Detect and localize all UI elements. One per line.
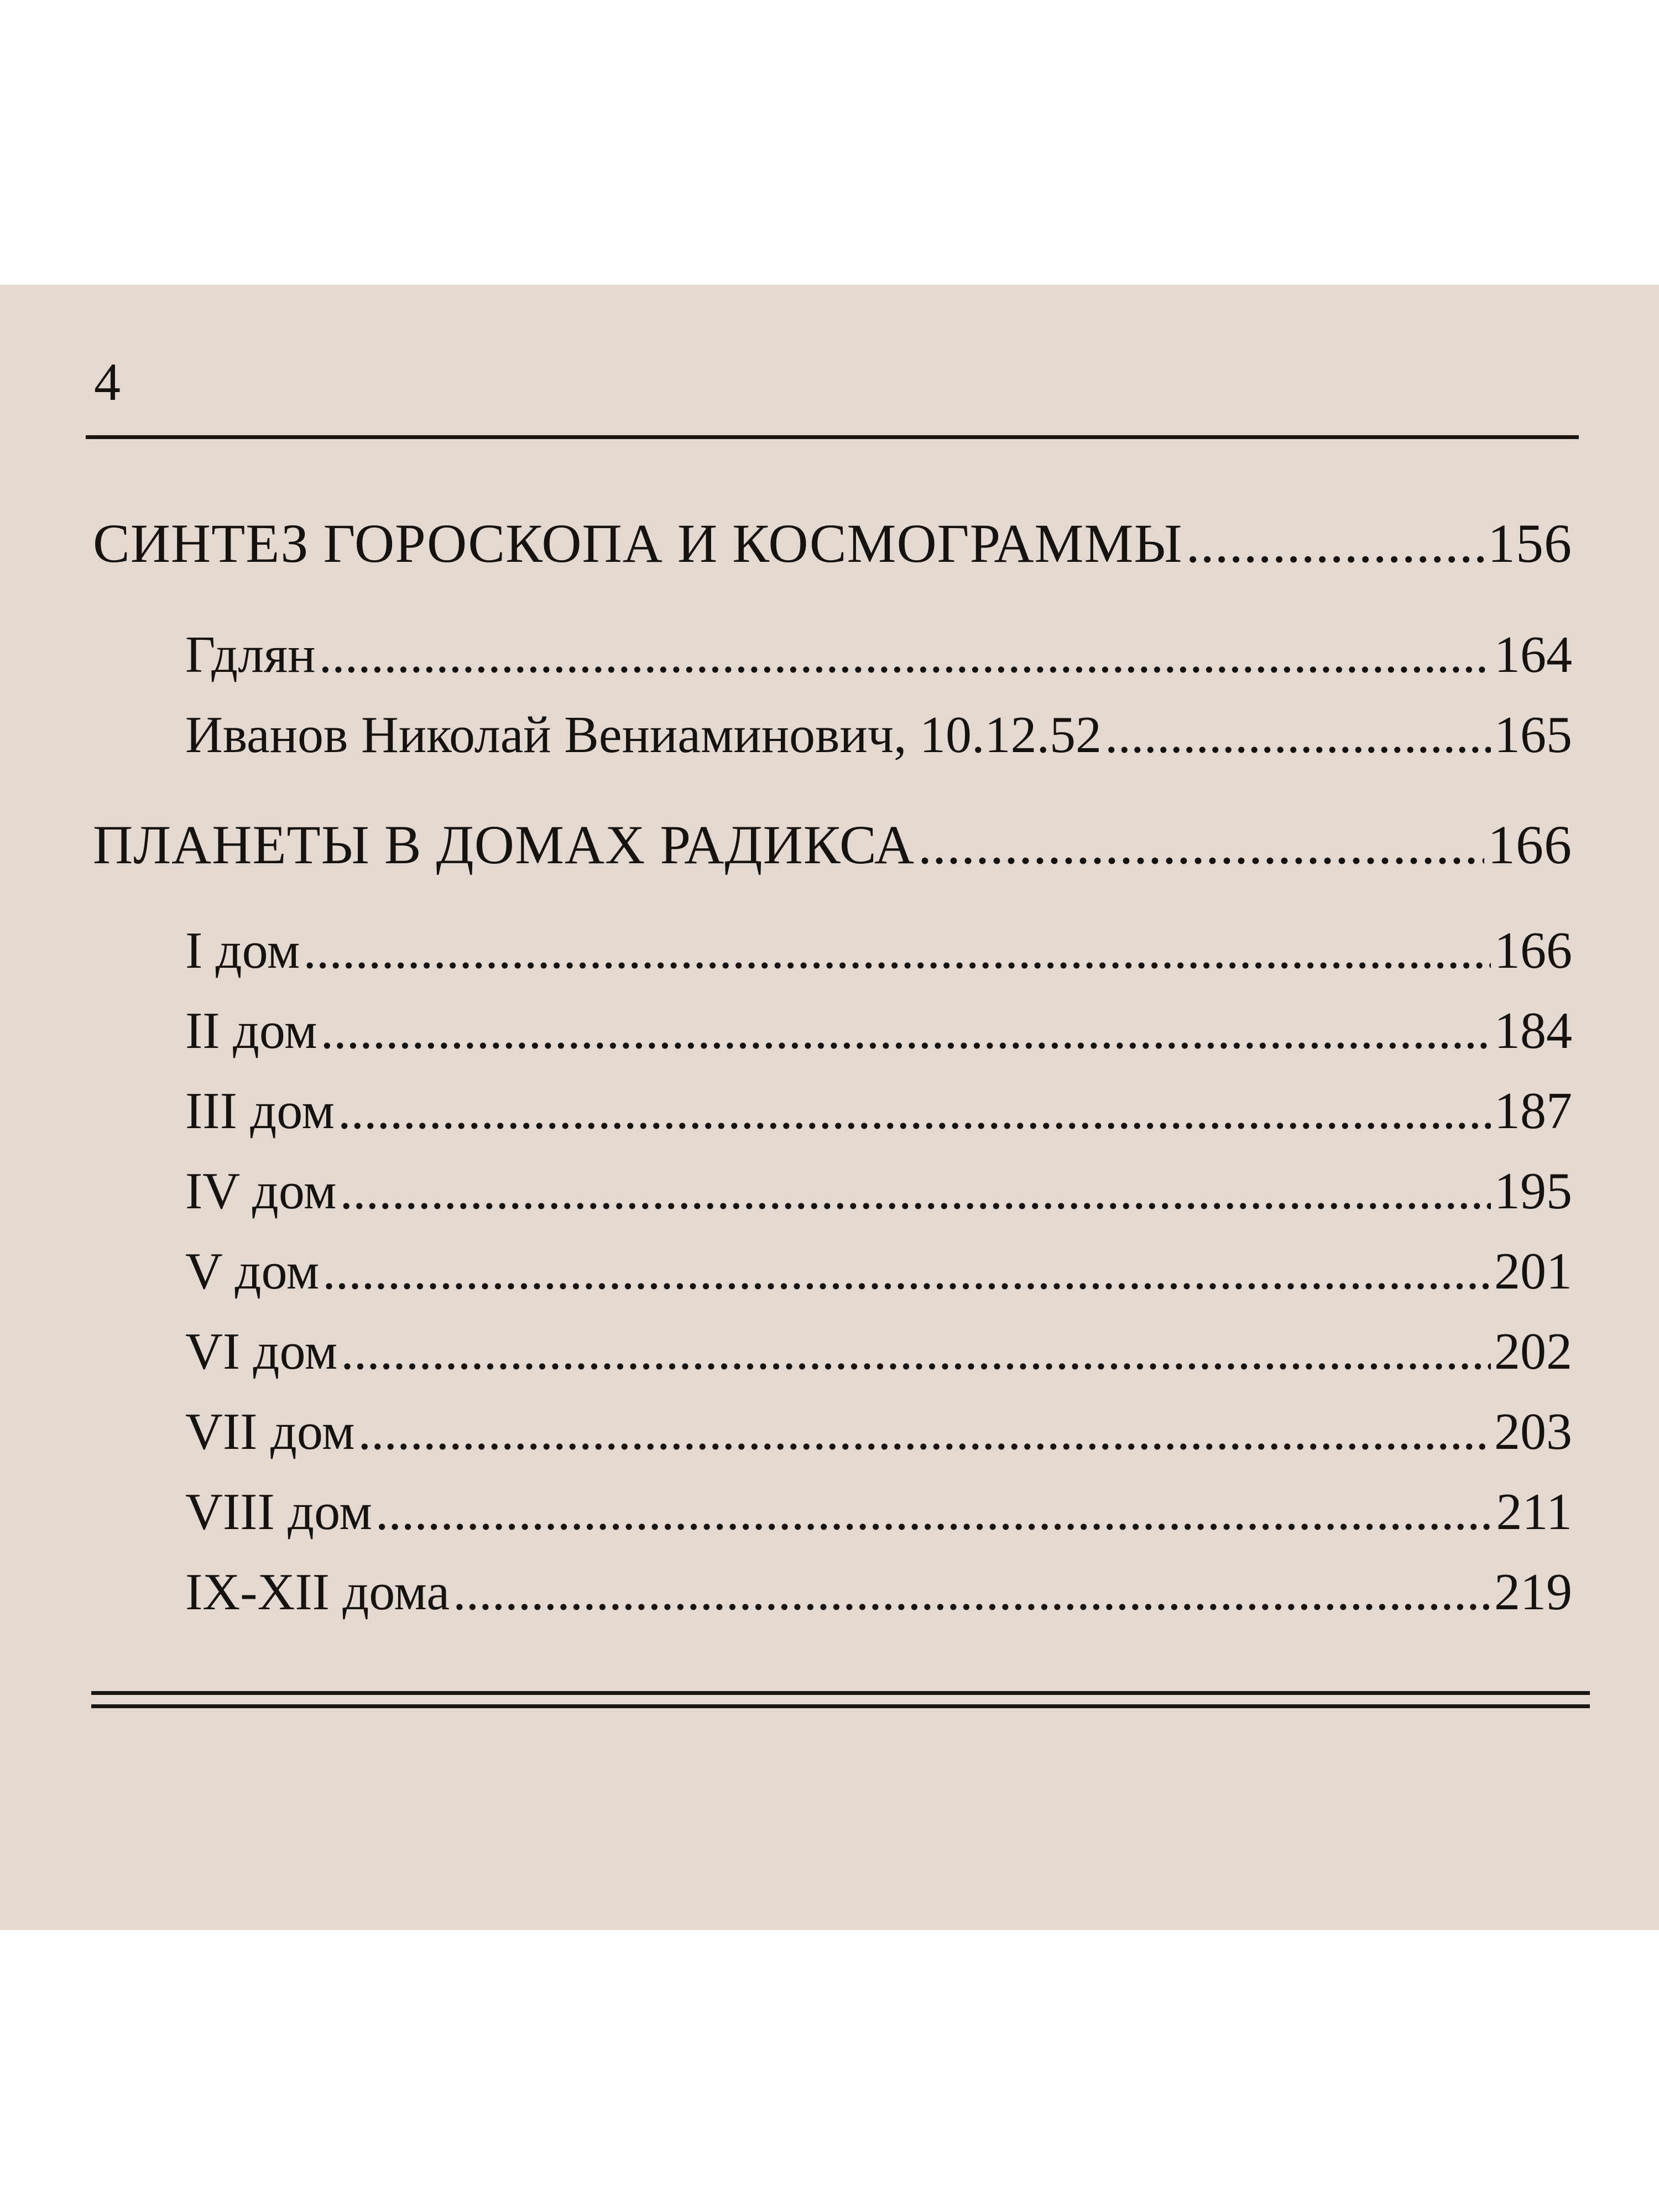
toc-entry-title: III дом [185,1082,335,1140]
toc-entry-title: V дом [185,1243,320,1300]
toc-leader-dots [341,1322,1491,1381]
toc-entry [185,1081,1572,1141]
toc-entry [185,1241,1572,1301]
book-page [0,285,1659,1930]
page-number: 4 [94,352,121,411]
toc-entry-title: II дом [185,1002,317,1060]
toc-leader-dots [319,625,1491,685]
toc-page-number: 211 [1496,1483,1572,1541]
toc-leader-dots [322,1241,1491,1301]
toc-page-number: 203 [1494,1403,1572,1460]
footer-rule [91,1704,1590,1708]
toc-entry [185,1402,1572,1462]
toc-entry-title: VI дом [185,1323,338,1380]
toc-leader-dots [321,1001,1491,1061]
toc-section-title: СИНТЕЗ ГОРОСКОПА И КОСМОГРАММЫ [93,513,1183,574]
toc-entry [185,625,1572,685]
toc-leader-dots [340,1161,1491,1221]
toc-entry-title: VIII дом [185,1483,372,1541]
toc-entry [185,1322,1572,1381]
toc-entry-title: Иванов Николай Вениаминович, 10.12.52 [185,706,1102,764]
toc-page-number: 165 [1494,706,1572,764]
toc-leader-dots [1105,705,1491,765]
toc-page-number: 156 [1488,513,1572,574]
toc-section-title: ПЛАНЕТЫ В ДОМАХ РАДИКСА [93,814,915,875]
toc-page-number: 201 [1494,1243,1572,1300]
toc-page-number: 195 [1494,1162,1572,1220]
toc-page-number: 166 [1488,814,1572,875]
toc-entry-title: IV дом [185,1162,337,1220]
toc-entry [185,1001,1572,1061]
toc-entry [185,1562,1572,1622]
toc-page-number: 187 [1494,1082,1572,1140]
toc-entry [185,705,1572,765]
toc-page-number: 164 [1494,626,1572,684]
toc-leader-dots [375,1482,1493,1542]
header-rule [86,435,1579,439]
toc-leader-dots [358,1402,1491,1462]
toc-section-2 [93,813,1572,877]
toc-entry-title: Гдлян [185,626,316,684]
toc-leader-dots [453,1562,1491,1622]
footer-rule [91,1691,1590,1695]
toc-leader-dots [1186,512,1484,575]
toc-entry-title: VII дом [185,1403,355,1460]
toc-page-number: 184 [1494,1002,1572,1060]
toc-page-number: 219 [1494,1563,1572,1621]
toc-entry [185,1161,1572,1221]
toc-entry [185,1482,1572,1542]
toc-section-1 [93,512,1572,575]
toc-entry-title: IX-XII дома [185,1563,450,1621]
toc-entry [185,921,1572,980]
toc-entry-title: I дом [185,922,300,979]
toc-leader-dots [918,813,1484,877]
toc-leader-dots [338,1081,1491,1141]
toc-page-number: 166 [1494,922,1572,979]
toc-page-number: 202 [1494,1323,1572,1380]
toc-leader-dots [303,921,1491,980]
